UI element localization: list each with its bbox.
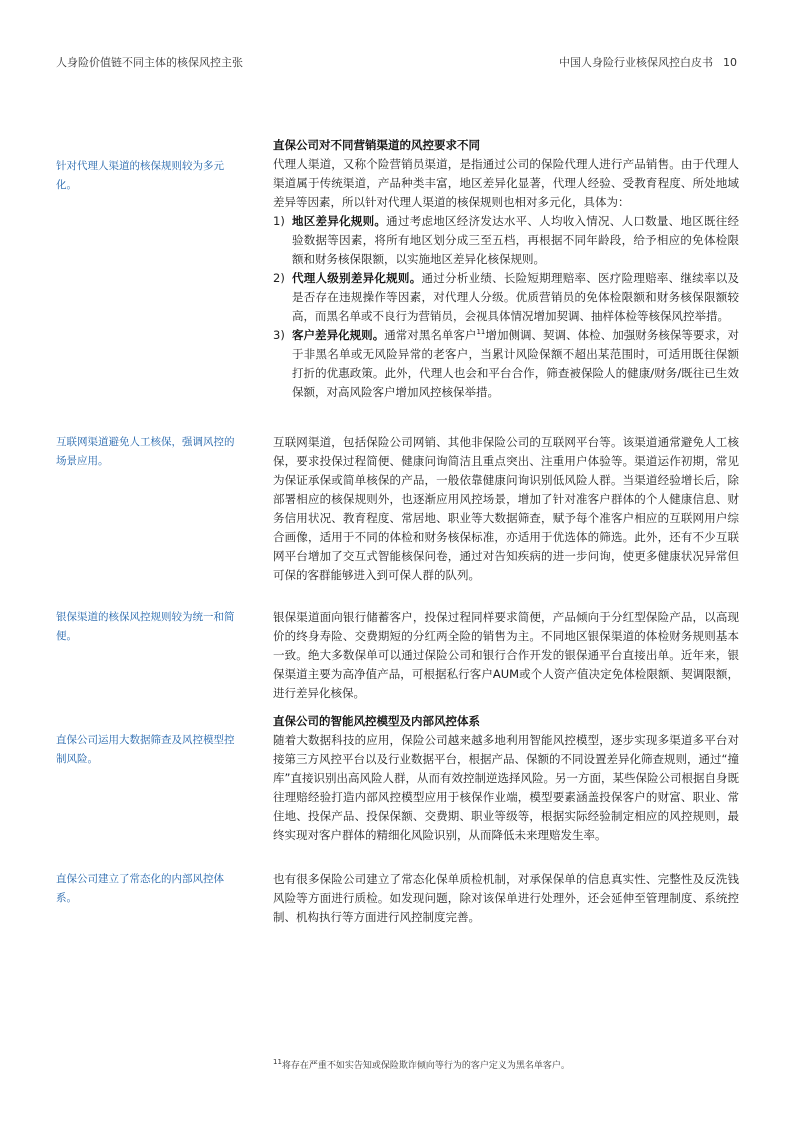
list-item — [273, 326, 739, 402]
paragraph-internal-control: 也有很多保险公司建立了常态化保单质检机制，对承保保单的信息真实性、完整性及反洗钱风险等方面进行质检。如发现问题，除对该保单进行处理外，还会延伸至管理制度、系统控制、机构执行等方面进行风控制度完善。 — [273, 872, 739, 924]
footnote-reference[interactable]: 11 — [476, 328, 486, 337]
page-number: 10 — [723, 56, 737, 69]
sidenote-bancassurance: 银保渠道的核保风控规则较为统一和简便。 — [56, 611, 235, 642]
list-item-text: 通过分析业绩、长险短期理赔率、医疗险理赔率、继续率以及是否存在违规操作等因素，对代理人分级。优质营销员的免体检限额和财务核保限额较高，而黑名单或不良行为营销员，会视具体情况增加契调、抽样体检等核保风控举措。 — [292, 271, 740, 323]
sidenote-internal-control: 直保公司建立了常态化的内部风控体系。 — [56, 873, 224, 904]
footnote-text: 将存在严重不如实告知或保险欺诈倾向等行为的客户定义为黑名单客户。 — [281, 1061, 570, 1071]
list-item-text: 增加侧调、契调、体检、加强财务核保等要求，对于非黑名单或无风险异常的老客户，当累计风险保额不超出某范围时，可适用既往保额打折的优惠政策。此外，代理人也会和平台合作，筛查被保险人的健康/财务/既往已生效保额，对高风险客户增加风控核保举措。 — [292, 328, 740, 399]
paragraph-big-data: 随着大数据科技的应用，保险公司越来越多地利用智能风控模型，逐步实现多渠道多平台对接第三方风控平台以及行业数据平台，根据产品、保额的不同设置差异化筛查规则，通过“撞库”直接识别出高风险人群，从而有效控制逆选择风险。另一方面，某些保险公司根据自身既往理赔经验打造内部风控模型应用于核保作业端，模型要素涵盖投保客户的财富、职业、常住地、投保产品、投保保额、交费期、职业等级等，根据实际经验制定相应的风控规则，最终实现对客户群体的精细化风险识别，从而降低未来理赔发生率。 — [273, 733, 739, 842]
footnote — [273, 1058, 570, 1071]
list-item-text: 通常对黑名单客户 — [384, 328, 477, 342]
section-heading: 直保公司对不同营销渠道的风控要求不同 — [273, 138, 480, 152]
sidenote-internet-channel: 互联网渠道避免人工核保，强调风控的场景应用。 — [56, 436, 235, 467]
list-item-title: 地区差异化规则。 — [292, 214, 387, 228]
section-risk-models — [273, 712, 739, 845]
list-item — [273, 212, 739, 269]
list-item-text: 通过考虑地区经济发达水平、人均收入情况、人口数量、地区既往经验数据等因素，将所有地区划分成三至五档，再根据不同年龄段，给予相应的免体检限额和财务核保限额，以实施地区差异化核保规则。 — [292, 214, 740, 266]
rule-list — [273, 212, 739, 402]
paragraph-agent-intro: 代理人渠道，又称个险营销员渠道，是指通过公司的保险代理人进行产品销售。由于代理人渠道属于传统渠道，产品种类丰富，地区差异化显著，代理人经验、受教育程度、所处地域差异等因素，所以针对代理人渠道的核保规则也相对多元化，具体为： — [273, 157, 739, 209]
section-channels — [273, 136, 739, 402]
sidenote-agent-channel: 针对代理人渠道的核保规则较为多元化。 — [56, 160, 224, 191]
list-item-number: 3) — [273, 328, 285, 342]
list-item-number: 2) — [273, 271, 285, 285]
running-header-left: 人身险价值链不同主体的核保风控主张 — [56, 56, 243, 69]
paragraph-internet-channel: 互联网渠道，包括保险公司网销、其他非保险公司的互联网平台等。该渠道通常避免人工核保，要求投保过程简便、健康问询简洁且重点突出、注重用户体验等。渠道运作初期，常见为保证承保或简单核保的产品，一般依靠健康问询识别低风险人群。当渠道经验增长后，除部署相应的核保规则外，也逐渐应用风控场景，增加了针对准客户群体的个人健康信息、财务信用状况、教育程度、常居地、职业等大数据筛查，赋予每个准客户相应的互联网用户综合画像，适用于不同的体检和财务核保标准，亦适用于优选体的筛选。此外，还有不少互联网平台增加了交互式智能核保问卷，通过对告知疾病的进一步问询，使更多健康状况异常但可保的客群能够进入到可保人群的队列。 — [273, 435, 739, 582]
running-header-title: 中国人身险行业核保风控白皮书 — [559, 56, 713, 69]
running-header-right — [559, 54, 737, 70]
list-item-title: 客户差异化规则。 — [292, 328, 385, 342]
footnote-number: 11 — [273, 1058, 282, 1066]
list-item — [273, 269, 739, 326]
paragraph-bancassurance: 银保渠道面向银行储蓄客户，投保过程同样要求简便，产品倾向于分红型保险产品，以高现价的终身寿险、交费期短的分红两全险的销售为主。不同地区银保渠道的体检财务规则基本一致。绝大多数保单可以通过保险公司和银行合作开发的银保通平台直接出单。近年来，银保渠道主要为高净值产品，可根据私行客户AUM或个人资产值决定免体检限额、契调限额，进行差异化核保。 — [273, 610, 739, 700]
section-heading: 直保公司的智能风控模型及内部风控体系 — [273, 714, 480, 728]
sidenote-big-data: 直保公司运用大数据筛查及风控模型控制风险。 — [56, 734, 235, 765]
list-item-title: 代理人级别差异化规则。 — [292, 271, 422, 285]
list-item-number: 1) — [273, 214, 285, 228]
